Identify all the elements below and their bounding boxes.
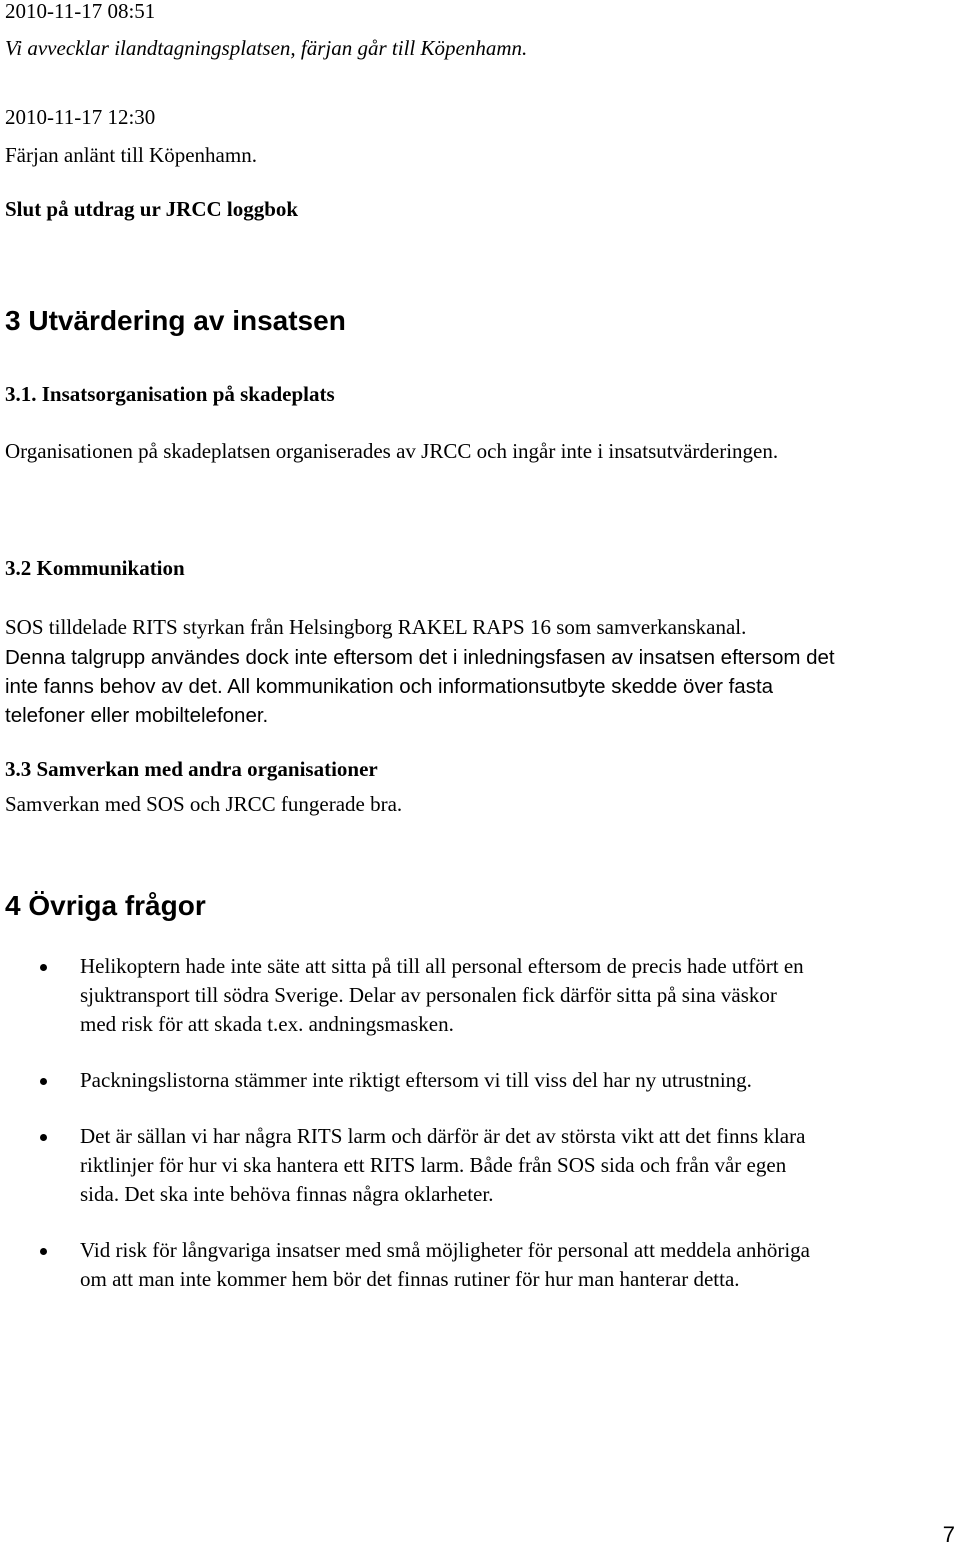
log-entry-1-text: Vi avvecklar ilandtagningsplatsen, färjan går till Köpenhamn. [5, 36, 528, 60]
section-3-1-heading: 3.1. Insatsorganisation på skadeplats [5, 382, 335, 406]
list-item-line: sida. Det ska inte behöva finnas några oklarheter. [80, 1182, 494, 1206]
list-item-line: Det är sällan vi har några RITS larm och därför är det av största vikt att det finns klara [80, 1124, 806, 1148]
section-3-3-heading: 3.3 Samverkan med andra organisationer [5, 757, 378, 781]
section-3-heading: 3 Utvärdering av insatsen [5, 305, 346, 336]
bullet-icon [40, 1248, 47, 1255]
log-entry-1-time: 2010-11-17 08:51 [5, 0, 156, 23]
section-3-3-body: Samverkan med SOS och JRCC fungerade bra. [5, 792, 403, 816]
log-entry-2-time: 2010-11-17 12:30 [5, 105, 156, 129]
list-item-line: riktlinjer för hur vi ska hantera ett RITS larm. Både från SOS sida och från vår egen [80, 1153, 787, 1177]
log-entry-2-text: Färjan anlänt till Köpenhamn. [5, 143, 257, 167]
list-item-line: sjuktransport till södra Sverige. Delar av personalen fick därför sitta på sina väskor [80, 983, 777, 1007]
log-end-note: Slut på utdrag ur JRCC loggbok [5, 197, 299, 221]
list-item-line: med risk för att skada t.ex. andningsmasken. [80, 1012, 454, 1036]
page-number: 7 [942, 1522, 955, 1547]
bullet-icon [40, 1078, 47, 1085]
section-3-2-line-3b: All kommunikation och informationsutbyte skedde över fasta [222, 675, 774, 698]
bullet-icon [40, 1134, 47, 1141]
section-3-2-line-3 [5, 672, 773, 701]
list-item-line: Vid risk för långvariga insatser med små möjligheter för personal att meddela anhöriga [80, 1238, 811, 1262]
list-item-line: Helikoptern hade inte säte att sitta på till all personal eftersom de precis hade utfört en [80, 954, 804, 978]
section-3-2-line-1: SOS tilldelade RITS styrkan från Helsingborg RAKEL RAPS 16 som samverkanskanal. [5, 615, 747, 639]
section-3-2-line-4: telefoner eller mobiltelefoner. [5, 704, 269, 727]
list-item-line: om att man inte kommer hem bör det finnas rutiner för hur man hanterar detta. [80, 1267, 740, 1291]
section-4-heading: 4 Övriga frågor [5, 890, 206, 921]
section-3-1-body: Organisationen på skadeplatsen organiserades av JRCC och ingår inte i insatsutvärderingen. [5, 439, 779, 463]
bullet-icon [40, 964, 47, 971]
section-3-2-line-2: Denna talgrupp användes dock inte eftersom det i inledningsfasen av insatsen eftersom det [5, 646, 835, 669]
section-3-2-line-3a: inte fanns behov av det. [5, 675, 223, 698]
list-item-line: Packningslistorna stämmer inte riktigt eftersom vi till viss del har ny utrustning. [80, 1068, 752, 1092]
section-3-2-heading: 3.2 Kommunikation [5, 556, 185, 580]
